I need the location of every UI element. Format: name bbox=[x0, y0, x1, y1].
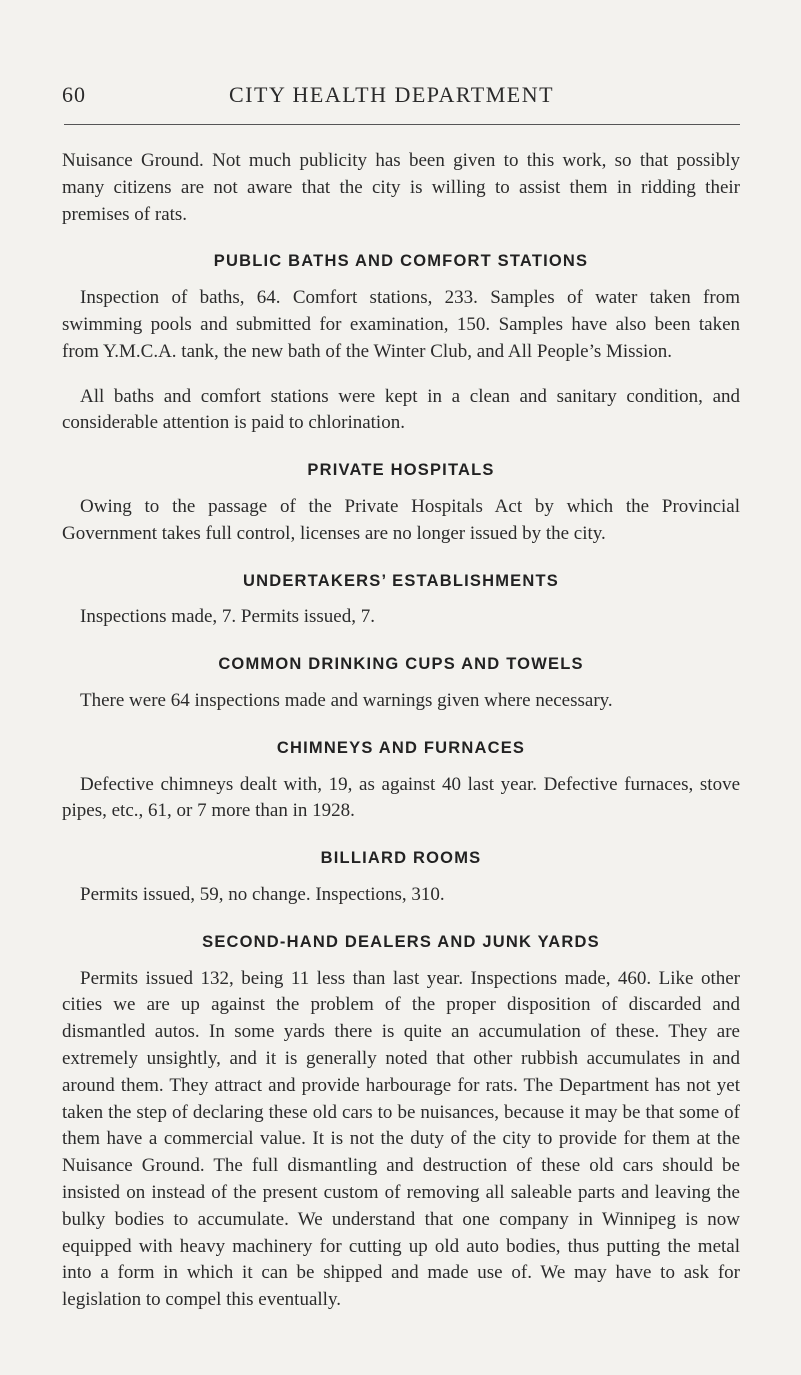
section-heading-private-hospitals: PRIVATE HOSPITALS bbox=[307, 461, 495, 480]
section-heading-public-baths: PUBLIC BATHS AND COMFORT STATIONS bbox=[213, 252, 589, 271]
running-title: CITY HEALTH DEPARTMENT bbox=[229, 82, 555, 107]
public-baths-paragraph-1: Inspection of baths, 64. Comfort stations, 233. Samples of water taken from swimming pools and submitted for examination, 150. Samples have also been taken from Y.M.C.A. tank, the new bath of the Winter Club, and All People’s Mission. bbox=[62, 287, 740, 362]
private-hospitals-paragraph: Owing to the passage of the Private Hospitals Act by which the Provincial Government takes full control, licenses are no longer issued by the city. bbox=[62, 495, 740, 544]
section-heading-second-hand-dealers: SECOND-HAND DEALERS AND JUNK YARDS bbox=[202, 932, 600, 951]
section-heading-undertakers: UNDERTAKERS’ ESTABLISHMENTS bbox=[243, 571, 559, 590]
public-baths-paragraph-2: All baths and comfort stations were kept in a clean and sanitary condition, and considerable attention is paid to chlorination. bbox=[62, 385, 740, 434]
billiard-rooms-paragraph: Permits issued, 59, no change. Inspections, 310. bbox=[80, 883, 445, 905]
section-heading-chimneys: CHIMNEYS AND FURNACES bbox=[276, 738, 526, 757]
intro-paragraph: Nuisance Ground. Not much publicity has been given to this work, so that possibly many citizens are not aware that the city is willing to assist them in ridding their premises of rats. bbox=[62, 150, 740, 225]
section-heading-billiard-rooms: BILLIARD ROOMS bbox=[320, 849, 482, 868]
header-rule bbox=[64, 124, 740, 125]
page-content bbox=[62, 148, 740, 1314]
drinking-cups-paragraph: There were 64 inspections made and warnings given where necessary. bbox=[80, 689, 613, 711]
section-heading-drinking-cups: COMMON DRINKING CUPS AND TOWELS bbox=[218, 655, 584, 674]
undertakers-paragraph: Inspections made, 7. Permits issued, 7. bbox=[80, 606, 375, 628]
page-number: 60 bbox=[62, 82, 86, 107]
chimneys-paragraph: Defective chimneys dealt with, 19, as against 40 last year. Defective furnaces, stove pipes, etc., 61, or 7 more than in 1928. bbox=[62, 773, 740, 822]
second-hand-dealers-paragraph: Permits issued 132, being 11 less than last year. Inspections made, 460. Like other cities we are up against the problem of the proper disposition of discarded and dismantled autos. In some yards there is quite an accumulation of these. They are extremely unsightly, and it is generally noted that other rubbish accumulates in and around them. They attract and provide harbourage for rats. The Department has not yet taken the step of declaring these old cars to be nuisances, because it may be that some of them have a commercial value. It is not the duty of the city to provide for them at the Nuisance Ground. The full dismantling and destruction of these old cars should be insisted on instead of the present custom of removing all saleable parts and leaving the bulky bodies to accumulate. We understand that one company in Winnipeg is now equipped with heavy machinery for cutting up old auto bodies, thus putting the metal into a form in which it can be shipped and made use of. We may have to ask for legislation to compel this eventually. bbox=[62, 967, 740, 1311]
